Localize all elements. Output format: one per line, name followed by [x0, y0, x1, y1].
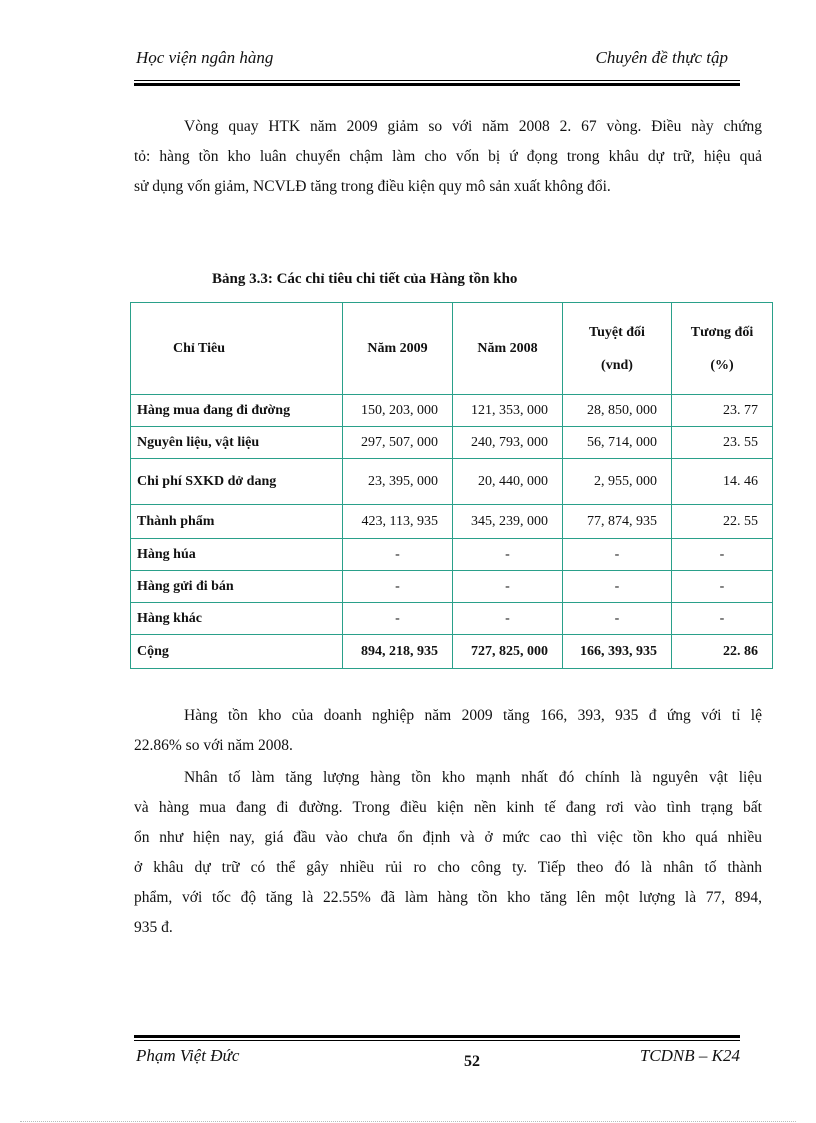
table-row: Hàng gửi đi bán - - - -: [131, 571, 773, 603]
page-bottom-edge: [20, 1121, 796, 1122]
column-header-relative: Tương đối (%): [672, 303, 773, 395]
header-left: Học viện ngân hàng: [136, 48, 274, 67]
paragraph-line: Nhân tố làm tăng lượng hàng tồn kho mạnh nhất đó chính là nguyên vật liệu: [184, 769, 762, 786]
paragraph-line: 935 đ.: [134, 919, 173, 936]
table-caption: Bảng 3.3: Các chỉ tiêu chi tiết của Hàng tồn kho: [212, 271, 518, 287]
paragraph-line: và hàng mua đang đi đường. Trong điều kiện nền kinh tế đang rơi vào tình trạng bất: [134, 799, 762, 816]
header-rule-thick: [134, 83, 740, 86]
header-right: Chuyên đề thực tập: [595, 48, 728, 67]
paragraph-line: ổn như hiện nay, giá đầu vào chưa ổn định và ở mức cao thì việc tồn kho quá nhiều: [134, 829, 762, 846]
table-row: Chi phí SXKD dở dang 23, 395, 000 20, 440, 000 2, 955, 000 14. 46: [131, 459, 773, 505]
paragraph-inventory-increase: [134, 701, 762, 761]
table-row: Nguyên liệu, vật liệu 297, 507, 000 240, 793, 000 56, 714, 000 23. 55: [131, 427, 773, 459]
paragraph-factors: [134, 763, 762, 943]
column-header-2009: Năm 2009: [343, 303, 453, 395]
paragraph-line: phẩm, với tốc độ tăng là 22.55% đã làm hàng tồn kho tăng lên một lượng là 77, 894,: [134, 889, 762, 906]
table-row: Hàng mua đang đi đường 150, 203, 000 121, 353, 000 28, 850, 000 23. 77: [131, 395, 773, 427]
paragraph-line: 22.86% so với năm 2008.: [134, 737, 293, 754]
footer-class: TCDNB – K24: [639, 1046, 740, 1065]
column-header-2008: Năm 2008: [453, 303, 563, 395]
table-row: Thành phẩm 423, 113, 935 345, 239, 000 77, 874, 935 22. 55: [131, 505, 773, 539]
table-row: Hàng húa - - - -: [131, 539, 773, 571]
footer-rule-thin: [134, 1040, 740, 1041]
inventory-detail-table: [130, 302, 773, 669]
paragraph-line: tỏ: hàng tồn kho luân chuyển chậm làm cho vốn bị ứ đọng trong khâu dự trữ, hiệu quả: [134, 148, 762, 165]
table-total-row: Cộng 894, 218, 935 727, 825, 000 166, 393, 935 22. 86: [131, 635, 773, 669]
page-header: [136, 48, 740, 70]
paragraph-line: sử dụng vốn giảm, NCVLĐ tăng trong điều kiện quy mô sản xuất không đổi.: [134, 178, 611, 195]
page-footer: [136, 1046, 740, 1074]
paragraph-htk-turnover: [134, 112, 762, 202]
paragraph-line: Vòng quay HTK năm 2009 giảm so với năm 2008 2. 67 vòng. Điều này chứng: [184, 118, 762, 135]
table-header-row: [131, 303, 773, 395]
paragraph-line: Hàng tồn kho của doanh nghiệp năm 2009 tăng 166, 393, 935 đ ứng với tỉ lệ: [184, 707, 762, 724]
paragraph-line: ở khâu dự trữ có thể gây nhiều rủi ro cho công ty. Tiếp theo đó là nhân tố thành: [134, 859, 762, 876]
footer-rule-thick: [134, 1035, 740, 1038]
footer-author: Phạm Việt Đức: [136, 1046, 240, 1065]
header-rule-thin: [134, 80, 740, 81]
table-row: Hàng khác - - - -: [131, 603, 773, 635]
column-header-absolute: Tuyệt đối (vnd): [563, 303, 672, 395]
page-number: 52: [464, 1053, 480, 1070]
column-header-indicator: Chỉ Tiêu: [131, 303, 343, 395]
